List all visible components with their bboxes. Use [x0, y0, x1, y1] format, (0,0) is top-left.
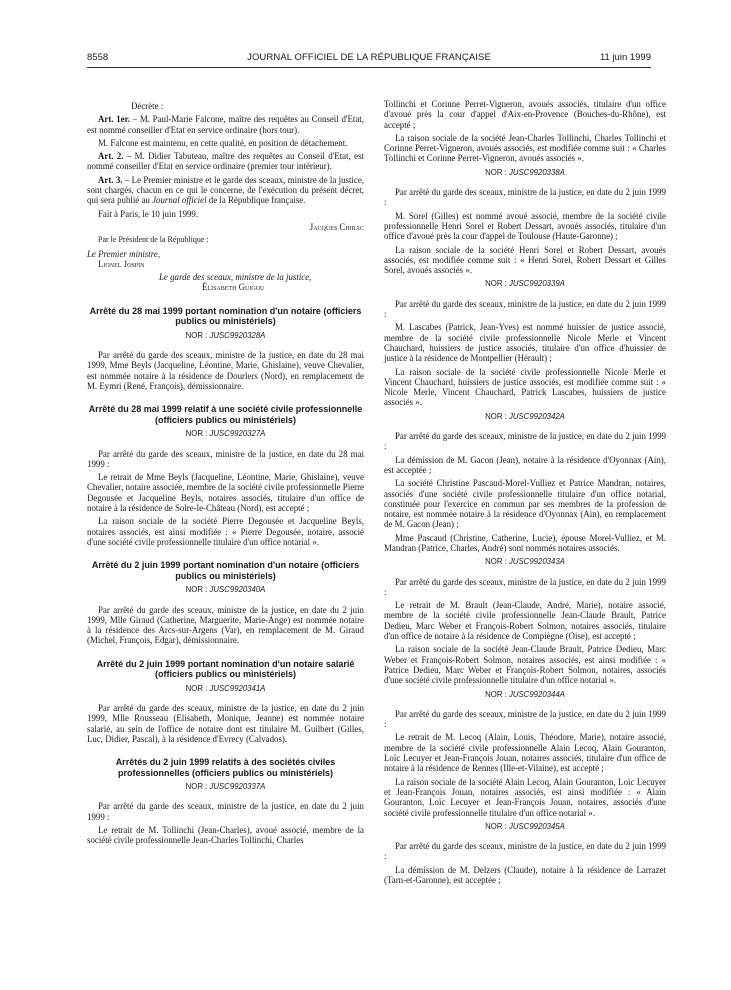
- block-2-para-1: Par arrêté du garde des sceaux, ministre de la justice, en date du 2 juin 1999 :: [384, 298, 666, 320]
- arrete-2-para-2: Le retrait de Mme Beyls (Jacqueline, Léontine, Marie, Ghislaine), veuve Chevalier, notaire associée, membre de la société civile professionnelle Pierre Degousée et Jacqueline Beyls, notaires associés, titulaire d'un office de notaire à la résidence de Solre-le-Château (Nord), est accepté ;: [87, 472, 364, 514]
- block-3-nor: [384, 412, 666, 422]
- nor-label: NOR :: [485, 689, 509, 699]
- block-4-nor: [384, 557, 666, 567]
- article-2-text: – M. Didier Tabuteau, maître des requêtes au Conseil d'Etat, est nommé conseiller d'Etat en service ordinaire (premier tour intérieur).: [87, 151, 364, 172]
- nor-label: NOR :: [185, 330, 210, 340]
- arrete-3-nor: [87, 585, 364, 595]
- nor-code: JUSC9920337A: [209, 782, 266, 792]
- block-1-para-3: La raison sociale de la société Henri Sorel et Robert Dessart, avoués associés, est modifiée comme suit : « Henri Sorel, Robert Dessart et Gilles Sorel, avoués associés ».: [384, 244, 666, 276]
- arrete-2-para-1: Par arrêté du garde des sceaux, ministre de la justice, en date du 28 mai 1999 :: [87, 448, 364, 469]
- article-1-para-2: M. Falcone est maintenu, en cette qualité, en position de détachement.: [98, 137, 348, 148]
- nor-code: JUSC9920339A: [508, 279, 565, 289]
- nor-label: NOR :: [185, 585, 210, 595]
- article-3-journal: Journal officiel: [152, 195, 207, 206]
- continuation-para-2: La raison sociale de la société Jean-Charles Tollinchi, Charles Tollinchi et Corinne Perret-Vigneron, avoués associés, est modifiée comme suit : « Charles Tollinchi et Corinne Perret-Vigneron, avoués associés ».: [384, 132, 666, 164]
- block-5-para-3: La raison sociale de la société Alain Lecoq, Alain Gouranton, Loïc Lecuyer et Jean-François Jouan, notaires associés, est ainsi modifiée : « Alain Gouranton, Loïc Lecuyer et Jean-François Jouan, notaires, associés d'une société civile professionnelle titulaire d'un office notarial ».: [384, 776, 666, 818]
- block-3-para-1: Par arrêté du garde des sceaux, ministre de la justice, en date du 2 juin 1999 :: [384, 431, 666, 452]
- nor-code: JUSC9920342A: [508, 411, 565, 421]
- article-2: [87, 151, 364, 172]
- article-3-text-b: de la République française.: [206, 195, 306, 206]
- nor-code: JUSC9920341A: [209, 683, 266, 693]
- arrete-3-para: Par arrêté du garde des sceaux, ministre de la justice, en date du 2 juin 1999, Mlle Giraud (Catherine, Marguerite, Marie-Ange) est nommée notaire à la résidence des Arcs-sur-Argens (Var), en remplacement de M. Giraud (Michel, François, Edgar), démissionnaire.: [87, 604, 364, 646]
- article-3: [87, 175, 364, 206]
- block-1-para-1: Par arrêté du garde des sceaux, ministre de la justice, en date du 2 juin 1999 :: [384, 187, 666, 208]
- arrete-5-nor: [87, 782, 364, 792]
- block-3-para-4: Mme Pascaud (Christine, Catherine, Lucie), épouse Morel-Vulliez, et M. Mandran (Patrice, Charles, André) sont nommés notaires associés.: [384, 532, 666, 553]
- article-1-label: Art. 1er.: [98, 114, 130, 125]
- decrete-line: Décrète :: [131, 101, 164, 111]
- block-5-nor: [384, 690, 666, 700]
- garde-title: Le garde des sceaux, ministre de la justice,: [159, 272, 312, 283]
- block-4-para-3: La raison sociale de la société Jean-Claude Brault, Patrice Dedieu, Marc Weber et François-Robert Solmon, notaires associés, est ainsi modifiée : « Patrice Dedieu, Marc Weber et François-Robert Solmon, notaires, associés d'une société civile professionnelle titulaire d'un office notarial ».: [384, 644, 666, 686]
- arrete-4-title: Arrêté du 2 juin 1999 portant nomination d'un notaire salarié (officiers publics ou ministériels): [96, 658, 355, 680]
- block-4-para-2: Le retrait de M. Brault (Jean-Claude, André, Marie), notaire associé, membre de la société civile professionnelle Jean-Claude Brault, Patrice Dedieu, Marc Weber et François-Robert Solmon, notaires associés, titulaire d'un office de notaire à la résidence de Compiègne (Oise), est accepté ;: [384, 600, 666, 642]
- block-3-para-3: La société Christine Pascaud-Morel-Vulliez et Patrice Mandran, notaires, associés d'une société civile professionnelle titulaire d'un office notarial, constituée pour l'exercice en commun par ses membres de la profession de notaire, est nommée notaire à la résidence d'Oyonnax (Ain), en remplacement de M. Gacon (Jean) ;: [384, 478, 666, 530]
- nor-code: JUSC9920338A: [508, 167, 565, 177]
- arrete-2-para-3: La raison sociale de la société Pierre Degousée et Jacqueline Beyls, notaires associés, est ainsi modifiée : « Pierre Degousée, notaire, associé d'une société civile professionnelle titulaire d'un office notarial ».: [87, 516, 364, 547]
- nor-label: NOR :: [485, 411, 509, 421]
- nor-label: NOR :: [185, 683, 210, 693]
- arrete-2-title: Arrêté du 28 mai 1999 relatif à une société civile professionnelle (officiers publics ou ministériels): [88, 404, 363, 425]
- journal-title: JOURNAL OFFICIEL DE LA RÉPUBLIQUE FRANÇAISE: [247, 52, 491, 63]
- arrete-1-nor: [87, 331, 364, 341]
- arrete-4-nor: [87, 684, 364, 694]
- nor-code: JUSC9920345A: [508, 821, 565, 831]
- right-column: [384, 99, 666, 888]
- arrete-5-para-2: Le retrait de M. Tollinchi (Jean-Charles), avoué associé, membre de la société civile professionnelle Jean-Charles Tollinchi, Charles: [87, 825, 364, 846]
- block-3-para-2: La démission de M. Gacon (Jean), notaire à la résidence d'Oyonnax (Ain), est acceptée ;: [384, 454, 666, 475]
- issue-date: 11 juin 1999: [599, 52, 651, 63]
- block-6-para-1: Par arrêté du garde des sceaux, ministre de la justice, en date du 2 juin 1999 :: [384, 841, 666, 862]
- block-1-nor: [384, 168, 666, 178]
- nor-code: JUSC9920340A: [209, 585, 266, 595]
- block-5-para-1: Par arrêté du garde des sceaux, ministre de la justice, en date du 2 juin 1999 :: [384, 708, 666, 730]
- premier-ministre-name: Lionel Jospin: [98, 258, 145, 269]
- premier-ministre-title: Le Premier ministre,: [87, 248, 161, 259]
- block-6-para-2: La démission de M. Delzers (Claude), notaire à la résidence de Larrazet (Tarn-et-Garonne), est acceptée ;: [384, 864, 666, 885]
- continuation-para-1: Tollinchi et Corinne Perret-Vigneron, avoués associés, titulaire d'un office d'avoué près la cour d'appel d'Aix-en-Provence (Bouches-du-Rhône), est accepté ;: [384, 99, 666, 130]
- nor-code: JUSC9920344A: [508, 689, 565, 699]
- left-column: [87, 101, 364, 849]
- block-2-para-3: La raison sociale de la société civile professionnelle Nicole Merle et Vincent Chauchard, huissiers de justice associés, est modifiée comme suit : « Nicole Merle, Vincent Chauchard, Patrick Lascabes, huissiers de justice associés ».: [384, 366, 666, 408]
- nor-code: JUSC9920328A: [209, 330, 266, 340]
- garde-name: Élisabeth Guigou: [202, 282, 265, 293]
- article-3-text-a: – Le Premier ministre et le garde des sceaux, ministre de la justice, sont chargés, chacun en ce qui le concerne, de l'exécution du présent décret, qui sera publié au: [87, 174, 364, 206]
- nor-label: NOR :: [485, 279, 509, 289]
- arrete-4-para: Par arrêté du garde des sceaux, ministre de la justice, en date du 2 juin 1999, Mlle Rousseau (Elisabeth, Monique, Jeanne) est nommée notaire salarié, au sein de l'office de notaire dont est titulaire M. Guilbert (Gilles, Luc, Didier, Pascal), à la résidence d'Evrecy (Calvados).: [87, 702, 364, 744]
- article-1: [87, 114, 364, 135]
- block-5-para-2: Le retrait de M. Lecoq (Alain, Louis, Théodore, Marie), notaire associé, membre de la société civile professionnelle Alain Lecoq, Alain Gouranton, Loïc Lecuyer et Jean-François Jouan, notaires associés, titulaire d'un office de notaire à la résidence de Rennes (Ille-et-Vilaine), est accepté ;: [384, 732, 666, 774]
- par-le-president: Par le Président de la République :: [98, 235, 209, 245]
- block-2-nor: [384, 279, 666, 289]
- nor-label: NOR :: [185, 429, 210, 439]
- arrete-5-title: Arrêtés du 2 juin 1999 relatifs à des sociétés civiles professionnelles (officiers publics ou ministériels): [115, 757, 336, 778]
- article-1-text: – M. Paul-Marie Falcone, maître des requêtes au Conseil d'Etat, est nommé conseiller d'Etat en service ordinaire (hors tour).: [87, 114, 364, 135]
- block-1-para-2: M. Sorel (Gilles) est nommé avoué associé, membre de la société civile professionnelle Henri Sorel et Robert Dessart, avoués associés, titulaire d'un office d'avoué près la cour d'appel de Toulouse (Haute-Garonne) ;: [384, 210, 666, 242]
- arrete-3-title: Arrêté du 2 juin 1999 portant nomination d'un notaire (officiers publics ou ministériels): [91, 560, 360, 581]
- article-2-label: Art. 2.: [98, 151, 124, 162]
- page-number: 8558: [87, 52, 109, 63]
- arrete-1-title: Arrêté du 28 mai 1999 portant nomination d'un notaire (officiers publics ou ministériels): [89, 305, 362, 327]
- arrete-5-para-1: Par arrêté du garde des sceaux, ministre de la justice, en date du 2 juin 1999 :: [87, 801, 364, 822]
- arrete-2-nor: [87, 429, 364, 439]
- nor-label: NOR :: [185, 782, 210, 792]
- article-3-label: Art. 3.: [98, 174, 123, 185]
- nor-label: NOR :: [485, 821, 509, 831]
- signatory: Jacques Chirac: [309, 221, 364, 232]
- arrete-1-para: Par arrêté du garde des sceaux, ministre de la justice, en date du 28 mai 1999, Mme Beyls (Jacqueline, Léontine, Marie, Ghislaine), veuve Chevalier, est nommée notaire à la résidence de Dourlers (Nord), en remplacement de M. Eymri (René, François), démissionnaire.: [87, 350, 364, 391]
- header-rule: [87, 67, 651, 68]
- nor-code: JUSC9920327A: [209, 429, 266, 439]
- block-2-para-2: M. Lascabes (Patrick, Jean-Yves) est nommé huissier de justice associé, membre de la société civile professionnelle Nicole Merle et Vincent Chauchard, huissiers de justice associés, titulaire d'un office d'huissier de justice à la résidence de Montpellier (Hérault) ;: [384, 322, 666, 364]
- block-4-para-1: Par arrêté du garde des sceaux, ministre de la justice, en date du 2 juin 1999 :: [384, 576, 666, 597]
- nor-label: NOR :: [485, 167, 509, 177]
- nor-code: JUSC9920343A: [508, 557, 565, 567]
- block-6-nor: [384, 822, 666, 832]
- page-header: [87, 52, 651, 66]
- nor-label: NOR :: [485, 557, 509, 567]
- fait-line: Fait à Paris, le 10 juin 1999.: [98, 208, 199, 219]
